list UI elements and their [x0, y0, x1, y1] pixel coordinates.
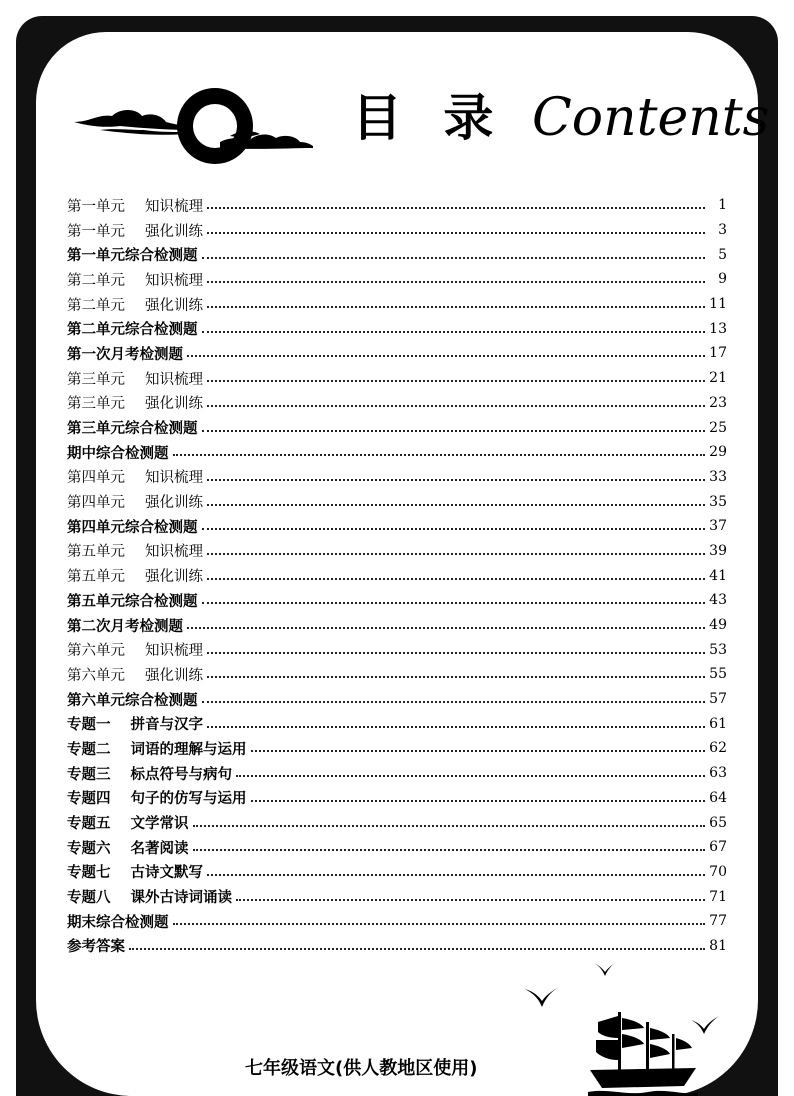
toc-dot-leader: [251, 800, 706, 802]
toc-entry-topic: 强化训练: [145, 667, 203, 684]
toc-entry: [67, 267, 727, 292]
toc-entry-topic: 标点符号与病句: [130, 765, 232, 783]
toc-entry-topic: 知识梳理: [145, 470, 203, 487]
toc-entry-topic: 强化训练: [145, 297, 203, 314]
toc-entry-title: [67, 442, 169, 463]
toc-dot-leader: [129, 948, 705, 950]
toc-entry-topic: 名著阅读: [130, 839, 189, 857]
sailing-ship-icon: [588, 1008, 698, 1096]
toc-page-number: 1: [718, 197, 727, 214]
toc-entry-title: [67, 565, 203, 586]
toc-page-number: 33: [709, 468, 727, 485]
toc-entry: [67, 391, 727, 416]
toc-dot-leader: [202, 331, 706, 333]
toc-page-number: 62: [709, 740, 727, 757]
toc-entry: [67, 637, 727, 662]
toc-page-number: 17: [709, 345, 727, 362]
toc-page-number: 5: [718, 246, 727, 263]
toc-page-number: 3: [718, 222, 727, 239]
toc-entry-topic: 知识梳理: [145, 544, 203, 561]
toc-page-number: 13: [709, 320, 727, 337]
toc-entry-section: 第一单元: [67, 223, 125, 240]
toc-dot-leader: [207, 504, 705, 506]
toc-entry: [67, 786, 727, 811]
toc-entry-topic: 强化训练: [145, 569, 203, 586]
toc-entry-section: 第四单元综合检测题: [67, 518, 198, 536]
toc-entry-title: [67, 911, 169, 932]
toc-entry: [67, 563, 727, 588]
toc-entry-section: 参考答案: [67, 938, 125, 956]
toc-entry: [67, 613, 727, 638]
toc-entry-title: [67, 220, 203, 241]
toc-entry-section: 第二单元: [67, 272, 125, 289]
toc-dot-leader: [202, 257, 706, 259]
toc-entry-title: [67, 861, 203, 882]
toc-entry: [67, 909, 727, 934]
toc-entry-topic: 强化训练: [145, 495, 203, 512]
toc-entry: [67, 193, 727, 218]
toc-entry-title: [67, 466, 203, 487]
toc-dot-leader: [251, 750, 706, 752]
moon-clouds-emblem-icon: [70, 84, 315, 169]
toc-entry-title: [67, 837, 189, 858]
toc-dot-leader: [187, 627, 705, 629]
toc-dot-leader: [207, 874, 705, 876]
toc-entry: [67, 588, 727, 613]
toc-dot-leader: [207, 578, 705, 580]
toc-entry-section: 第三单元: [67, 371, 125, 388]
toc-entry-title: [67, 689, 198, 710]
toc-page-number: 61: [709, 715, 727, 732]
toc-entry-section: 专题七: [67, 864, 111, 882]
toc-entry-title: [67, 516, 198, 537]
toc-page-number: 70: [709, 863, 727, 880]
toc-entry-section: 第六单元综合检测题: [67, 691, 198, 709]
toc-entry-section: 第六单元: [67, 667, 125, 684]
toc-dot-leader: [207, 405, 705, 407]
toc-entry: [67, 514, 727, 539]
toc-entry: [67, 810, 727, 835]
toc-entry-topic: 知识梳理: [145, 643, 203, 660]
toc-page-number: 55: [709, 666, 727, 683]
toc-entry-title: [67, 664, 203, 685]
toc-entry-section: 第二单元综合检测题: [67, 321, 198, 339]
toc-entry-title: [67, 294, 203, 315]
toc-page-number: 29: [709, 444, 727, 461]
toc-entry-section: 第五单元综合检测题: [67, 592, 198, 610]
toc-entry: [67, 761, 727, 786]
footer-grade-subject: 七年级语文(供人教地区使用): [245, 1058, 478, 1079]
toc-dot-leader: [207, 306, 705, 308]
toc-entry: [67, 218, 727, 243]
toc-entry-section: 专题五: [67, 815, 111, 833]
toc-page-number: 64: [709, 789, 727, 806]
toc-dot-leader: [207, 207, 705, 209]
toc-dot-leader: [173, 923, 706, 925]
toc-dot-leader: [202, 528, 706, 530]
toc-entry-section: 第四单元: [67, 495, 125, 512]
toc-entry-section: 专题四: [67, 790, 111, 808]
toc-entry-section: 第一单元综合检测题: [67, 247, 198, 265]
page-title-english: Contents: [532, 88, 770, 148]
toc-entry-title: [67, 269, 203, 290]
toc-entry: [67, 242, 727, 267]
toc-entry-topic: 句子的仿写与运用: [130, 790, 247, 808]
toc-page-number: 53: [709, 641, 727, 658]
toc-entry-title: [67, 244, 198, 265]
toc-entry: [67, 934, 727, 959]
toc-entry-topic: 拼音与汉字: [130, 716, 203, 734]
toc-page-number: 11: [709, 296, 727, 313]
toc-entry-title: [67, 590, 198, 611]
toc-entry-title: [67, 886, 232, 907]
toc-page-number: 81: [709, 937, 727, 954]
toc-entry-topic: 知识梳理: [145, 198, 203, 215]
toc-entry-topic: 知识梳理: [145, 371, 203, 388]
toc-entry-title: [67, 935, 125, 956]
toc-entry-title: [67, 343, 183, 364]
toc-entry: [67, 835, 727, 860]
toc-entry-topic: 课外古诗词诵读: [130, 889, 232, 907]
toc-entry-section: 第六单元: [67, 643, 125, 660]
toc-entry-topic: 知识梳理: [145, 272, 203, 289]
toc-entry-topic: 强化训练: [145, 223, 203, 240]
toc-entry-section: 第二单元: [67, 297, 125, 314]
toc-page-number: 23: [709, 394, 727, 411]
toc-entry-section: 第一次月考检测题: [67, 345, 183, 363]
toc-entry: [67, 415, 727, 440]
toc-entry-title: [67, 368, 203, 389]
toc-entry-section: 专题二: [67, 740, 111, 758]
toc-entry-section: 第五单元: [67, 544, 125, 561]
toc-entry-title: [67, 318, 198, 339]
toc-entry: [67, 341, 727, 366]
toc-dot-leader: [202, 602, 706, 604]
toc-entry-section: 第四单元: [67, 470, 125, 487]
toc-page-number: 25: [709, 419, 727, 436]
toc-page-number: 63: [709, 765, 727, 782]
toc-page-number: 77: [709, 913, 727, 930]
toc-entry-section: 专题一: [67, 716, 111, 734]
toc-entry: [67, 440, 727, 465]
toc-dot-leader: [193, 849, 706, 851]
toc-entry-topic: 词语的理解与运用: [130, 740, 247, 758]
toc-entry-title: [67, 195, 203, 216]
toc-entry: [67, 292, 727, 317]
toc-entry-section: 第三单元综合检测题: [67, 420, 198, 438]
toc-dot-leader: [207, 676, 705, 678]
toc-page-number: 71: [709, 888, 727, 905]
toc-entry-title: [67, 615, 183, 636]
toc-page-number: 65: [709, 814, 727, 831]
toc-dot-leader: [193, 825, 706, 827]
toc-entry-topic: 强化训练: [145, 396, 203, 413]
toc-dot-leader: [207, 232, 705, 234]
toc-entry-title: [67, 812, 189, 833]
toc-dot-leader: [207, 652, 705, 654]
toc-entry: [67, 711, 727, 736]
toc-entry-section: 第三单元: [67, 396, 125, 413]
toc-dot-leader: [236, 775, 705, 777]
toc-entry-topic: 文学常识: [130, 815, 189, 833]
toc-entry: [67, 465, 727, 490]
toc-page-number: 41: [709, 567, 727, 584]
toc-dot-leader: [207, 726, 705, 728]
toc-entry-title: [67, 491, 203, 512]
toc-page-number: 35: [709, 493, 727, 510]
toc-dot-leader: [202, 430, 706, 432]
toc-dot-leader: [173, 454, 706, 456]
toc-page-number: 49: [709, 617, 727, 634]
toc-entry: [67, 860, 727, 885]
toc-entry-section: 期末综合检测题: [67, 913, 169, 931]
toc-entry: [67, 662, 727, 687]
seagull-icon: [524, 985, 560, 1009]
table-of-contents: [67, 193, 727, 958]
toc-entry-title: [67, 540, 203, 561]
toc-entry: [67, 366, 727, 391]
toc-entry-title: [67, 713, 203, 734]
toc-entry-section: 专题六: [67, 839, 111, 857]
toc-dot-leader: [187, 355, 705, 357]
toc-entry-title: [67, 392, 203, 413]
toc-entry: [67, 489, 727, 514]
toc-entry-section: 第二次月考检测题: [67, 617, 183, 635]
toc-entry-title: [67, 787, 247, 808]
toc-page-number: 57: [709, 691, 727, 708]
toc-dot-leader: [207, 479, 705, 481]
toc-entry-section: 期中综合检测题: [67, 444, 169, 462]
toc-dot-leader: [202, 701, 706, 703]
toc-entry-section: 专题八: [67, 889, 111, 907]
toc-page-number: 21: [709, 370, 727, 387]
toc-entry: [67, 884, 727, 909]
toc-dot-leader: [207, 553, 705, 555]
toc-page-number: 37: [709, 518, 727, 535]
toc-entry: [67, 539, 727, 564]
toc-entry: [67, 687, 727, 712]
toc-entry-section: 第一单元: [67, 198, 125, 215]
toc-entry: [67, 736, 727, 761]
toc-dot-leader: [236, 899, 705, 901]
page-title-chinese: 目 录: [352, 89, 506, 147]
toc-entry-title: [67, 738, 247, 759]
toc-entry-section: 专题三: [67, 765, 111, 783]
toc-dot-leader: [207, 380, 705, 382]
toc-entry-title: [67, 417, 198, 438]
seagull-icon: [592, 960, 618, 978]
toc-dot-leader: [207, 281, 705, 283]
toc-entry-title: [67, 763, 232, 784]
toc-entry-topic: 古诗文默写: [130, 864, 203, 882]
toc-entry: [67, 316, 727, 341]
toc-entry-title: [67, 639, 203, 660]
toc-page-number: 43: [709, 592, 727, 609]
toc-page-number: 67: [709, 839, 727, 856]
toc-page-number: 9: [718, 271, 727, 288]
toc-entry-section: 第五单元: [67, 569, 125, 586]
toc-page-number: 39: [709, 542, 727, 559]
